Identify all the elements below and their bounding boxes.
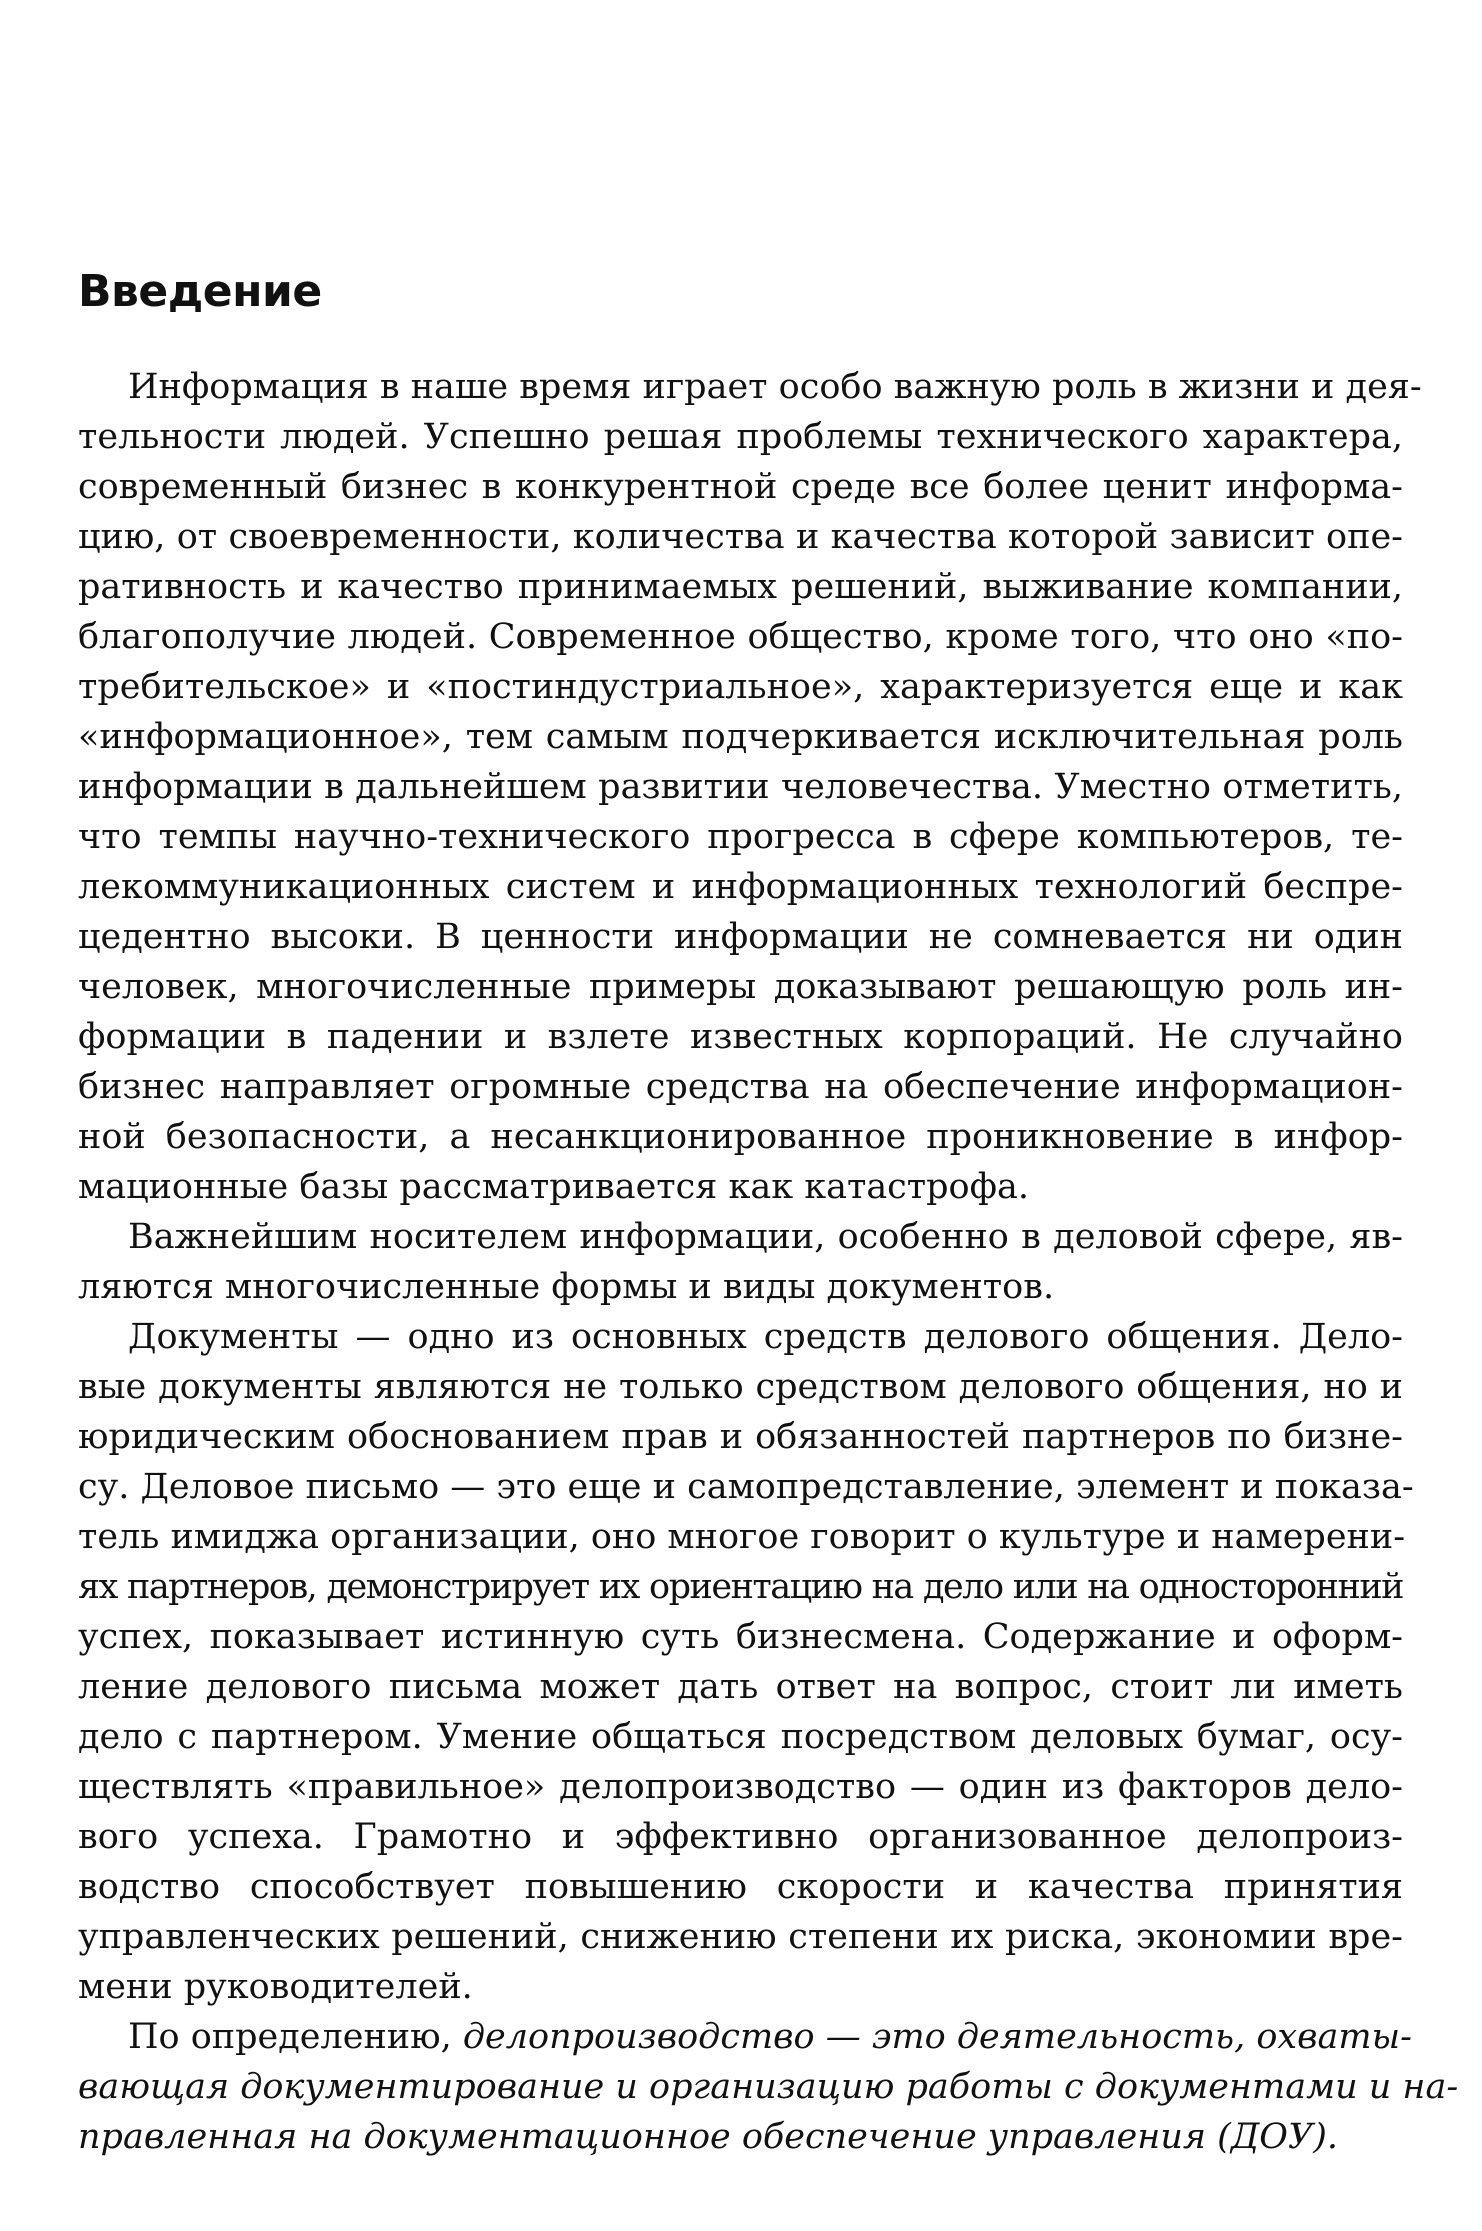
text-line: мени руководителей. xyxy=(78,1967,473,2007)
definition-line xyxy=(78,2012,1412,2062)
paragraph-3 xyxy=(78,1312,1414,2012)
text-line: мационные базы рассматривается как катастрофа. xyxy=(78,1167,1030,1207)
text-line: современный бизнес в конкурентной среде все более ценит информа- xyxy=(78,467,1403,507)
paragraph-2 xyxy=(78,1212,1403,1312)
text-line: информации в дальнейшем развитии человечества. Уместно отметить, xyxy=(78,767,1403,807)
definition-emphasis: делопроизводство — это деятельность, охваты- xyxy=(462,2017,1412,2057)
paragraph-1 xyxy=(78,362,1422,1212)
text-line: требительское» и «постиндустриальное», характеризуется еще и как xyxy=(78,667,1403,707)
text-line: тель имиджа организации, оно многое говорит о культуре и намерени- xyxy=(78,1517,1406,1557)
text-line: управленческих решений, снижению степени их риска, экономии вре- xyxy=(78,1917,1403,1957)
text-line: Документы — одно из основных средств делового общения. Дело- xyxy=(128,1317,1403,1357)
text-line: вые документы являются не только средством делового общения, но и xyxy=(78,1367,1403,1407)
text-line: тельности людей. Успешно решая проблемы технического характера, xyxy=(78,417,1403,457)
text-line: что темпы научно-технического прогресса в сфере компьютеров, те- xyxy=(78,817,1403,857)
body-text xyxy=(78,362,1459,2162)
document-page xyxy=(78,266,1459,2162)
text-line: водство способствует повышению скорости и качества принятия xyxy=(78,1867,1403,1907)
text-line: формации в падении и взлете известных корпораций. Не случайно xyxy=(78,1017,1403,1057)
definition-line: правленная на документационное обеспечение управления (ДОУ). xyxy=(78,2117,1339,2157)
text-line: цедентно высоки. В ценности информации не сомневается ни один xyxy=(78,917,1403,957)
text-line: ной безопасности, а несанкционированное проникновение в инфор- xyxy=(78,1117,1403,1157)
text-line: су. Деловое письмо — это еще и самопредставление, элемент и показа- xyxy=(78,1467,1414,1507)
text-line: бизнес направляет огромные средства на обеспечение информацион- xyxy=(78,1067,1403,1107)
text-line: цию, от своевременности, количества и качества которой зависит опе- xyxy=(78,517,1403,557)
text-line: благополучие людей. Современное общество, кроме того, что оно «по- xyxy=(78,617,1403,657)
definition-line: вающая документирование и организацию работы с документами и на- xyxy=(78,2067,1459,2107)
text-line: ление делового письма может дать ответ на вопрос, стоит ли иметь xyxy=(78,1667,1403,1707)
text-line: «информационное», тем самым подчеркивается исключительная роль xyxy=(78,717,1403,757)
text-line: дело с партнером. Умение общаться посредством деловых бумаг, осу- xyxy=(78,1717,1403,1757)
text-line: юридическим обоснованием прав и обязанностей партнеров по бизне- xyxy=(78,1417,1403,1457)
text-line: ществлять «правильное» делопроизводство — один из факторов дело- xyxy=(78,1767,1403,1807)
text-line: человек, многочисленные примеры доказывают решающую роль ин- xyxy=(78,967,1403,1007)
text-line: ративность и качество принимаемых решений, выживание компании, xyxy=(78,567,1403,607)
text-line: лекоммуникационных систем и информационных технологий беспре- xyxy=(78,867,1403,907)
section-title: Введение xyxy=(78,266,322,317)
text-line: ляются многочисленные формы и виды документов. xyxy=(78,1267,1055,1307)
definition-lead: По определению, xyxy=(128,2017,463,2057)
text-line: вого успеха. Грамотно и эффективно организованное делопроиз- xyxy=(78,1817,1403,1857)
text-line: Информация в наше время играет особо важную роль в жизни и дея- xyxy=(128,367,1422,407)
text-line: Важнейшим носителем информации, особенно в деловой сфере, яв- xyxy=(128,1217,1403,1257)
text-line: успех, показывает истинную суть бизнесмена. Содержание и оформ- xyxy=(78,1617,1403,1657)
paragraph-4 xyxy=(78,2012,1459,2162)
text-line: ях партнеров, демонстрирует их ориентацию на дело или на односторонний xyxy=(78,1567,1403,1607)
